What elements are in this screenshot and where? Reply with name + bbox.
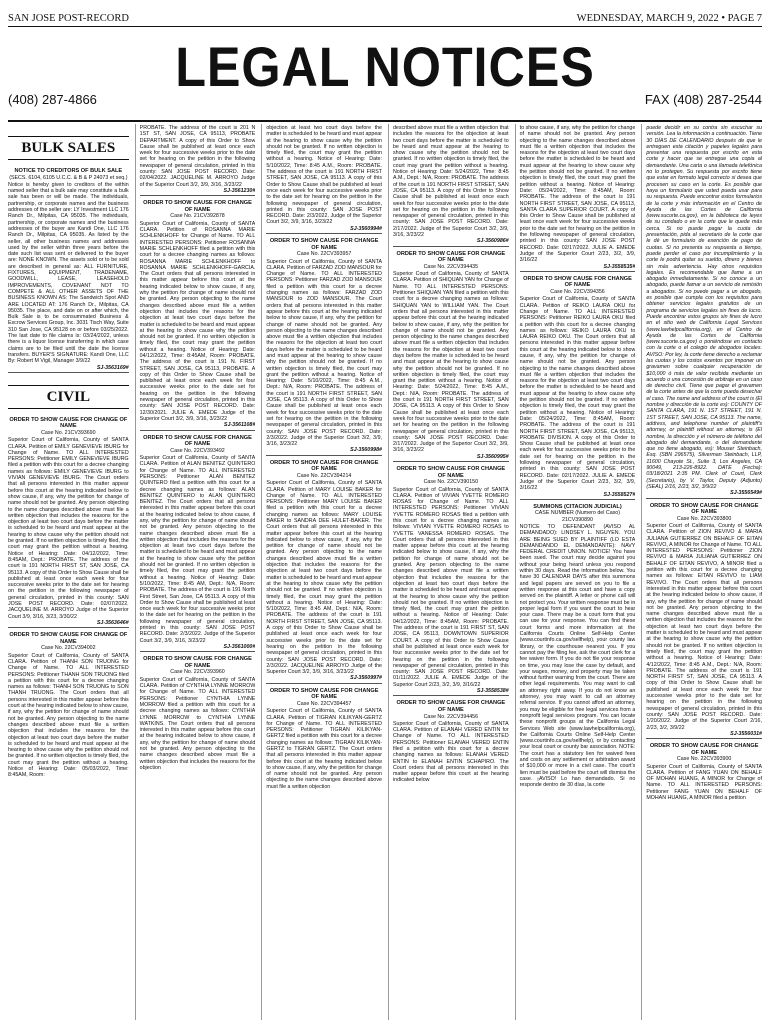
notice-body: Superior Court of California, County of SANTA CLARA. Petition of FARZAD ZOD MANSOUR for Change of Name. TO ALL INTERESTED PERSONS: Petitioner FARZAD ZOD MANSOUR filed a petition with this court for a decree changing names as follows: FARZAD ZOD MANSOUR to ZOD MANSOUR. The Court orders that all persons interested in this matter appear before this court at the hearing indicated below to show cause, if any, why the petition for change of name should not be granted. Any person objecting to the name changes described above must file a written objection that includes the reasons for the objection at least two court days before the matter is scheduled to be heard and must appear at the hearing to show cause why the petition should not be granted. If no written objection is timely filed, the court may grant the petition without a hearing. Notice of Hearing: Date: 5/10/2022, Time: 8:45 A.M., Dept.: N/A, Room: PROBATE. The address of the court is 191 NORTH FIRST STREET, SAN JOSE, CA 95113. A copy of this Order to Show Cause shall be published at least once each week for four successive weeks prior to the date set for hearing on the petition in the following newspaper of general circulation, printed in this county: SAN JOSE POST RECORD. Date: 2/3/2022. Judge of the Superior Court 3/2, 3/9, 3/16, 3/23/22 [266, 258, 382, 448]
notice-body: Superior Court of California, County of SANTA CLARA. Petition of EMILY GENEVIEVE IBURG for Change of Name. TO ALL INTERESTED PERSONS: Petitioner EMILY GENEVIEVE IBURG filed a petition with this court for a decree changing names as follows: EMILY GENEVIEVE IBURG to VIVIAN GENEVIEVE IBURG. The Court orders that all persons interested in this matter appear before this court at the hearing indicated below to show cause, if any, why the petition for change of name should not be granted. Any person objecting to the name changes described above must file a written objection that includes the reasons for the objection at least two court days before the matter is scheduled to be heard and must appear at the hearing to show cause why the petition should not be granted. If no written objection is timely filed, the court may grant the petition without a hearing. Notice of Hearing: Date: 04/12/2022, Time: 8:45AM, Dept.: PROBATE. The address of the court is 191 NORTH FIRST ST, SAN JOSE, CA 95113. A copy of this Order to Show Cause shall be published at least once each week for four successive weeks prior to the date set for hearing on the petition in the following newspaper of general circulation, printed in this county: SAN JOSE POST RECORD. Date: 02/07/2022. JACQUELINE M. ARROYO Judge of the Superior Court 3/9, 3/16, 3/23, 3/30/22 [8, 437, 129, 620]
notice-case-number: Case No. 22CV393800 [676, 515, 732, 522]
notice-case-number: Case No. 22CV390150 [423, 479, 479, 486]
page-title: LEGAL NOTICES [175, 35, 595, 98]
notice-id: SJ-3558527# [520, 492, 636, 500]
notice-id: SJ-3563169# [8, 365, 129, 373]
legal-notice [520, 504, 636, 789]
legal-notice [393, 466, 509, 696]
notice-title: NOTICE TO CREDITORS OF BULK SALE [14, 168, 123, 174]
notice-case-number: CASE NUMBER (Numero del Caso) 21CV390890 [534, 510, 621, 523]
notice-title: ORDER TO SHOW CAUSE FOR CHANGE OF NAME [396, 250, 506, 264]
notice-title: SUMMONS (CITACION JUDICIAL) [533, 503, 622, 510]
column-6 [641, 124, 762, 1020]
section-heading: CIVIL [8, 385, 129, 409]
notice-id: SJ-3560995# [393, 454, 509, 462]
legal-notice [140, 125, 256, 196]
legal-notice [393, 700, 509, 783]
notice-case-number: Case No. 22CV393492 [170, 447, 225, 454]
notice-case-number: Case No. 22CV393900 [676, 756, 732, 763]
column-3 [261, 124, 382, 1020]
notice-id: SJ-3561000# [140, 644, 256, 652]
notice-body: Superior Court of California, County of SANTA CLARA. Petition of THANH SON TRUONG for Change of Name. TO ALL INTERESTED PERSONS: Petitioner THANH SON TRUONG filed a petition with this court for a decree changing names as follows: THANH SON TRUONG to SON THANH TRUONG. The Court orders that all persons interested in this matter appear before this court at the hearing indicated below to show cause, if any, why the petition for change of name should not be granted. Any person objecting to the name changes described above must file a written objection that includes the reasons for the objection at least two court days before the matter is scheduled to be heard and must appear at the hearing to show cause why the petition should not be granted. If no written objection is timely filed, the court may grant the petition without a hearing. Notice of Hearing: Date: 05/03/2022, Time: 8:45AM, Room: [8, 652, 129, 779]
notice-id: SJ-3560994# [266, 226, 382, 234]
notice-body: Superior Court of California, County of SANTA CLARA. Petition of ROSANNA MARIE SCHLENKHOFF for Change of Name. TO ALL INTERESTED PERSONS: Petitioner ROSANNA MARIE SCHLENKHOFF filed a petition with this court for a decree changing names as follows: ROSANNA MARIE SCHLENKHOFF to ROSANNA MARIE SCHLENKHOFF-GARCIA. The Court orders that all persons interested in this matter appear before this court at the hearing indicated below to show cause, if any, why the petition for change of name should not be granted. Any person objecting to the name changes described above must file a written objection that includes the reasons for the objection at least two court days before the matter is scheduled to be heard and must appear at the hearing to show cause why the petition should not be granted. If no written objection is timely filed, the court may grant the petition without a hearing. Notice of Hearing: Date: 04/12/2022, Time: 8:45AM, Room: PROBATE. The address of the court is 191 N. FIRST STREET, SAN JOSE, CA 95113, PROBATE. A copy of this Order to Show Cause shall be published at least once each week for four successive weeks prior to the date set for hearing on the petition in the following newspaper of general circulation, printed in this county: SAN JOSE POST RECORD. Date: 12/30/2021. JULIE A. EMEDE Judge of the Superior Court 3/2, 3/9, 3/16, 3/23/22 [139, 220, 256, 422]
notice-title: ORDER TO SHOW CAUSE FOR CHANGE OF NAME [649, 743, 759, 756]
date-page: WEDNESDAY, MARCH 9, 2022 • PAGE 7 [576, 13, 762, 24]
section-heading: BULK SALES [8, 136, 129, 160]
legal-notice [266, 238, 382, 456]
legal-notice [520, 276, 636, 500]
notice-body: puede decidir en su contra sin escuchar su versión. Lea la información a continuación. Tiene 30 DÍAS DE CALENDARIO después de que le entreguen esta citación y papeles legales para presentar una respuesta por escrito en esta corte y hacer que se entregue una copia al demandante. Una carta o una llamada telefónica no lo protegen. Su respuesta por escrito tiene que estar en formato legal correcto si desea que procesen su caso en la corte. Es posible que haya un formulario que usted pueda usar para su respuesta. Puede encontrar estos formularios de la corte y más información en el Centro de Ayuda de las Cortes de California (www.sucorte.ca.gov), en la biblioteca de leyes de su condado o en la corte que le quede más cerca. Si no puede pagar la cuota de presentación, pida al secretario de la corte que le dé un formulario de exención de pago de cuotas. Si no presenta su respuesta a tiempo, puede perder el caso por incumplimiento y la corte le podrá quitar su sueldo, dinero y bienes sin más advertencia. Hay otros requisitos legales. Es recomendable que llame a un abogado inmediatamente. Si no conoce a un abogado, puede llamar a un servicio de remisión a abogados. Si no puede pagar a un abogado, es posible que cumpla con los requisitos para obtener servicios legales gratuitos de un programa de servicios legales sin fines de lucro. Puede encontrar estos grupos sin fines de lucro en el sitio web de California Legal Services (www.lawhelpcalifornia.org), en el Centro de Ayuda de las Cortes de California (www.sucorte.ca.gov) o poniéndose en contacto con la corte o el colegio de abogados locales. AVISO: Por ley, la corte tiene derecho a reclamar las cuotas y los costos exentos por imponer un gravamen sobre cualquier recuperación de $10,000 ó más de valor recibida mediante un acuerdo o una concesión de arbitraje en un caso de derecho civil. Tiene que pagar el gravamen de la corte antes de que la corte pueda desechar el caso. The name and address of the court is (El nombre y dirección de la corte es): COUNTY OF SANTA CLARA, 191 N. 1ST STREET, 191 N. 1ST STREET, SAN JOSE, CA 95113. The name, address, and telephone number of plaintiff's attorney, or plaintiff without an attorney, is (El nombre, la dirección y el número de teléfono del abogado del demandante, o del demandante que no tiene abogado, es): Mouser Steinbach, Esq. (SBN 296575), Silverman Steinbach, LLP, 11600 Chayote St., Suite 3, Los Angeles, CA 90049, 213-226-8922. DATE (Fecha): 03/18/2021 2:35 PM. Clerk of Court, Clerk (Secretario), by V. Taylor, Deputy (Adjunto) (SEAL) 2/16, 2/23, 3/2, 3/9/22 [646, 125, 762, 490]
legal-notice [393, 251, 509, 462]
notice-id: SJ-3563646# [8, 620, 129, 628]
notice-title: ORDER TO SHOW CAUSE FOR CHANGE OF NAME [269, 687, 379, 701]
notice-title: ORDER TO SHOW CAUSE FOR CHANGE OF NAME [523, 275, 632, 289]
notice-title: ORDER TO SHOW CAUSE FOR CHANGE OF NAME [143, 200, 252, 213]
notice-id: SJ-3561230# [140, 188, 256, 196]
column-5 [515, 124, 636, 1020]
notice-body: NOTICE TO DEFENDANT (AVISO AL DEMANDADO): LINDSEY L. NGUYEN. YOU ARE BEING SUED BY PLAINTIFF (LO ESTA DEMANDANDO EL DEMANDANTE): NAVY FEDERAL CREDIT UNION. NOTICE! You have been sued. The court may decide against you without your being heard unless you respond within 30 days. Read the information below. You have 30 CALENDAR DAYS after this summons and legal papers are served on you to file a written response at this court and have a copy served on the plaintiff. A letter or phone call will not protect you. Your written response must be in proper legal form if you want the court to hear your case. There may be a court form that you can use for your response. You can find these court forms and more information at the California Courts Online Self-Help Center (www.courtinfo.ca.gov/selfhelp), your county law library, or the courthouse nearest you. If you cannot pay the filing fee, ask the court clerk for a fee waiver form. If you do not file your response on time, you may lose the case by default, and your wages, money, and property may be taken without further warning from the court. There are other legal requirements. You may want to call an attorney right away. If you do not know an attorney, you may want to call an attorney referral service. If you cannot afford an attorney, you may be eligible for free legal services from a nonprofit legal services program. You can locate these nonprofit groups at the California Legal Services Web site (www.lawhelpcalifornia.org), the California Courts Online Self-Help Center (www.courtinfo.ca.gov/selfhelp), or by contacting your local court or county bar association. NOTE: The court has a statutory lien for waived fees and costs on any settlement or arbitration award of $10,000 or more in a civil case. The court's lien must be paid before the court will dismiss the case. ¡AVISO! Lo han demandado. Si no responde dentro de 30 días, la corte [519, 524, 636, 789]
notice-case-number: Case No. 22CV394457 [296, 700, 352, 707]
notice-case-number: Case No. 21CV393690 [41, 429, 96, 436]
notice-case-number: Case No. 21CV392878 [170, 213, 225, 220]
notice-body: Superior Court of California, County of SANTA CLARA. Petition of REIKO LAURA OKU for Change of Name. TO ALL INTERESTED PERSONS: Petitioner REIKO LAURA OKU filed a petition with this court for a decree changing names as follows: REIKO LAURA OKU to LAURA REIKO OKU. The Court orders that all persons interested in this matter appear before this court at the hearing indicated below to show cause, if any, why the petition for change of name should not be granted. Any person objecting to the name changes described above must file a written objection that includes the reasons for the objection at least two court days before the matter is scheduled to be heard and must appear at the hearing to show cause why the petition should not be granted. If no written objection is timely filed, the court may grant the petition without a hearing. Notice of Hearing: Date: 05/24/2022, Time: 8:45AM, Room: PROBATE. The address of the court is 191 NORTH FIRST STREET, SAN JOSE, CA 95113, PROBATE DIVISION. A copy of this Order to Show Cause shall be published at least once each week for four successive weeks prior to the date set for hearing on the petition in the following newspaper of general circulation, printed in this county: SAN JOSE POST RECORD. Date: 02/17/2022. JULIE A. EMEDE Judge of the Superior Court 2/23, 3/2, 3/9, 3/16/22 [519, 296, 636, 492]
notice-columns [8, 124, 762, 1020]
legal-notice [646, 503, 762, 740]
notice-case-number: Case No. 22CV393957 [296, 251, 352, 258]
notice-case-number: Case No. 22CV394456 [423, 713, 479, 720]
notice-body: Superior Court of California, County of SANTA CLARA. Petition of FANG YUAN ON BEHALF OF MOHAN HUANG, A MINOR for Change of Name. TO ALL INTERESTED PERSONS: Petitioner FANG YUAN ON BEHALF OF MOHAN HUANG, A MINOR filed a petition [646, 763, 762, 802]
notice-case-number: (SECS. 6104, 6105 U.C.C. & B & P 24073 et seq.) [9, 174, 128, 181]
notice-title: ORDER TO SHOW CAUSE FOR CHANGE OF NAME [9, 416, 128, 430]
column-2 [135, 124, 256, 1020]
notice-title: ORDER TO SHOW CAUSE FOR CHANGE OF NAME [649, 502, 759, 516]
notice-case-number: Case No. 22CV394435 [423, 263, 479, 270]
phone-number: (408) 287-4866 [8, 92, 97, 107]
notice-body: described above must file a written objection that includes the reasons for the objection at least two court days before the matter is scheduled to be heard and must appear at the hearing to show cause why the petition should not be granted. If no written objection is timely filed, the court may grant the petition without a hearing. Notice of Hearing: Date: 5/24/2022, Time: 8:45 A.M., Dept.: N/A, Room: PROBATE. The address of the court is 191 NORTH FIRST STREET, SAN JOSE, CA 95113. A copy of this Order to Show Cause shall be published at least once each week for four successive weeks prior to the date set for hearing on the petition in the following newspaper of general circulation, printed in this county: SAN JOSE POST RECORD. Date: 2/17/2022. Judge of the Superior Court 3/2, 3/9, 3/16, 3/23/22 [392, 125, 509, 239]
notice-body: Superior Court of California, County of SANTA CLARA. Petition of CYNTHIA LYNNE MORROW for Change of Name. TO ALL INTERESTED PERSONS: Petitioner CYNTHIA LYNNE MORROW filed a petition with this court for a decree changing names as follows: CYNTHIA LYNNE MORROW to CYNTHIA LYNNE WATKINS. The Court orders that all persons interested in this matter appear before this court at the hearing indicated below to show cause, if any, why the petition for change of name should not be granted. Any person objecting to the name changes described above must file a written objection that includes the reasons for the objection [139, 676, 256, 771]
notice-body: Superior Court of California, County of SANTA CLARA. Petition of MARY LOUISE BAKER for Change of Name. TO ALL INTERESTED PERSONS: Petitioner MARY LOUISE BAKER filed a petition with this court for a decree changing names as follows: MARY LOUISE BAKER to SANDRA DEE HULET-BAKER. The Court orders that all persons interested in this matter appear before this court at the hearing indicated below to show cause, if any, why the petition for change of name should not be granted. Any person objecting to the name changes described above must file a written objection that includes the reasons for the objection at least two court days before the matter is scheduled to be heard and must appear at the hearing to show cause why the petition should not be granted. If no written objection is timely filed, the court may grant the petition without a hearing. Notice of Hearing: Date: 5/10/2022, Time: 8:45 AM, Dept.: N/A, Room: PROBATE. The address of the court is 191 NORTH FIRST STREET, SAN JOSE, CA 95113. A copy of this Order to Show Cause shall be published at least once each week for four successive weeks prior to the date set for hearing on the petition in the following newspaper of general circulation, printed in this county: SAN JOSE POST RECORD. Date: 2/3/2022. JACQUELINE ARROYO Judge of the Superior Court 3/2, 3/9, 3/16, 3/23/22 [266, 480, 382, 676]
notice-title: ORDER TO SHOW CAUSE FOR CHANGE OF NAME [9, 632, 128, 645]
legal-notice [140, 200, 256, 430]
notice-id: SJ-3556031# [646, 731, 762, 739]
legal-notice [266, 460, 382, 684]
notice-id: SJ-3558538# [393, 688, 509, 696]
title-rule [8, 120, 762, 122]
notice-body: Superior Court of California, County of SANTA CLARA. Petition of ALAN BENITEZ QUINTERO for Change of Name. TO ALL INTERESTED PERSONS: Petitioner ALAN BENITEZ QUINTERO filed a petition with this court for a decree changing names as follows: ALAN BENITEZ QUINTERO to ALAN QUINTERO BENITEZ. The Court orders that all persons interested in this matter appear before this court at the hearing indicated below to show cause, if any, why the petition for change of name should not be granted. Any person objecting to the name changes described above must file a written objection that includes the reasons for the objection at least two court days before the matter is scheduled to be heard and must appear at the hearing to show cause why the petition should not be granted. If no written objection is timely filed, the court may grant the petition without a hearing. Notice of Hearing: Date: 5/10/2022, Time: 8:45 AM, Dept.: N/A, Room: PROBATE. The address of the court is 191 North First Street, San Jose, CA 95113. A copy of this Order to Show Cause shall be published at least once each week for four successive weeks prior to the date set for hearing on the petition in the following newspaper of general circulation, printed in this county: SAN JOSE POST RECORD. Date: 2/3/2022. Judge of the Superior Court 3/2, 3/9, 3/16, 3/23/22 [139, 455, 256, 644]
title-bar [8, 30, 762, 114]
notice-body: to show cause, if any, why the petition for change of name should not be granted. Any person objecting to the name changes described above must file a written objection that includes the reasons for the objection at least two court days before the matter is scheduled to be heard and must appear at the hearing to show cause why the petition should not be granted. If no written objection is timely filed, the court may grant the petition without a hearing. Notice of Hearing: Date: 05/24/2022, Time: 8:45AM, Room: PROBATE. The address of the court is 191 NORTH FIRST STREET, SAN JOSE, CA 95113, SANTA CLARA SUPERIOR COURT. A copy of this Order to Show Cause shall be published at least once each week for four successive weeks prior to the date set for hearing on the petition in the following newspaper of general circulation, printed in this county: SAN JOSE POST RECORD. Date: 02/17/2022. JULIE A. EMEDE Judge of the Superior Court 2/23, 3/2, 3/9, 3/16/22 [519, 125, 636, 264]
legal-notice [140, 435, 256, 653]
notice-body: Superior Court of California, County of SANTA CLARA. Petition of SHIQUAN YAN for Change of Name. TO ALL INTERESTED PERSONS: Petitioner SHIQUAN YAN filed a petition with this court for a decree changing names as follows: SHIQUAN YAN to WILLIAM YAN. The Court orders that all persons interested in this matter appear before this court at the hearing indicated below to show cause, if any, why the petition for change of name should not be granted. Any person objecting to the name changes described above must file a written objection that includes the reasons for the objection at least two court days before the matter is scheduled to be heard and must appear at the hearing to show cause why the petition should not be granted. If no written objection is timely filed, the court may grant the petition without a hearing. Notice of Hearing: Date: 5/24/2022, Time: 8:45 A.M., Dept.: N/A, Room: PROBATE. The address of the court is 191 NORTH FIRST STREET, SAN JOSE, CA 95113. A copy of this Order to Show Cause shall be published at least once each week for four successive weeks prior to the date set for hearing on the petition in the following newspaper of general circulation, printed in this county: SAN JOSE POST RECORD. Date: 2/17/2022. Judge of the Superior Court 3/2, 3/9, 3/16, 3/23/22 [392, 271, 509, 454]
notice-body: PROBATE. The address of the court is 201 N 1ST ST, SAN JOSE, CA 95113, PROBATE DEPARTMENT. A copy of this Order to Show Cause shall be published at least once each week for four successive weeks prior to the date set for hearing on the petition in the following newspaper of general circulation, printed in this county: SAN JOSE POST RECORD. Date: 02/04/2022. JACQUELINE M. ARROYO Judge of the Superior Court 3/2, 3/9, 3/16, 3/23/22 [139, 125, 256, 188]
legal-notice [646, 125, 762, 499]
notice-body: Notice is hereby given to creditors of the within named seller that a bulk sale may constitute a bulk sale has been or will be made. The individuals, partnership, or corporate names and the business addresses of the seller are: LY Investment LLC 176 Ranch Dr., Milpitas, CA 95035. The individuals, partnership, or corporate names and the business addresses of the buyer are Kandi One, LLC 176 Ranch Dr., Milpitas, CA 95035. As listed by the seller, all other business names and addresses used by the seller within three years before the date such list was sent or delivered to the buyer are: NONE KNOWN. The assets sold or to be sold are described in general as: ALL FURNITURE, FIXTURES, EQUIPMENT, TRADENAME, GOODWILL, LEASE, LEASEHOLD IMPROVEMENTS, COVENANT NOT TO COMPETE & ALL OTHER ASSETS OF THE BUSINESS KNOWN AS: The Sandwich Spot AND ARE LOCATED AT: 176 Ranch Dr., Milpitas, CA 95035. The place, and date on or after which, the Bulk Sale is to be consummated Business & Escrow Services Group, Inc. 3031 Tisch Way, Suite 310 San Jose, CA 95128 on or before 03/25/2022. The last date to file claims is: 03/24/2022, unless there is a liquor license transferring in which case claims are to be filed until the date the license transfers. BUYER'S SIGNATURE: Kandi One, LLC By: Robert M Vigil, Manager 3/9/22 [8, 181, 129, 365]
notice-case-number: Case No. 22CV394002 [41, 645, 96, 652]
masthead-rule [8, 26, 762, 27]
notice-title: ORDER TO SHOW CAUSE FOR CHANGE OF NAME [143, 656, 252, 669]
legal-notice [266, 125, 382, 234]
legal-notice [8, 417, 129, 628]
legal-notice [393, 125, 509, 247]
notice-body: Superior Court of California, County of SANTA CLARA. Petition of ELANAH VERED ENTIN for Change of Name. TO ALL INTERESTED PERSONS: Petitioner ELANAH VERED ENTIN filed a petition with this court for a decree changing names as follows: ELANAH VERED ENTIN to ELANAH ENTIN SCHAPIRO. The Court orders that all persons interested in this matter appear before this court at the hearing indicated below [392, 720, 509, 784]
masthead [8, 8, 762, 24]
notice-body: objection at least two court days before the matter is scheduled to be heard and must appear at the hearing to show cause why the petition should not be granted. If no written objection is timely filed, the court may grant the petition without a hearing. Notice of Hearing: Date: 5/10/2022, Time: 8:45 A.M., Room: PROBATE. The address of the court is 191 NORTH FIRST STREET, SAN JOSE, CA 95113. A copy of this Order to Show Cause shall be published at least once each week for four successive weeks prior to the date set for hearing on the petition in the following newspaper of general circulation, printed in this county: SAN JOSE POST RECORD. Date: 2/3/2022. Judge of the Superior Court 3/2, 3/9, 3/16, 3/23/22 [266, 125, 382, 226]
legal-notice [8, 168, 129, 373]
paper-name: SAN JOSE POST-RECORD [8, 13, 129, 24]
notice-case-number: Case No. 22CV394214 [296, 472, 352, 479]
notice-title: ORDER TO SHOW CAUSE FOR CHANGE OF NAME [269, 459, 379, 473]
notice-title: ORDER TO SHOW CAUSE FOR CHANGE OF NAME [396, 700, 506, 713]
notice-body: Superior Court of California, County of SANTA CLARA. Petition of TIGRAN KILIKYAN-GERTZ for Change of Name. TO ALL INTERESTED PERSONS: Petitioner TIGRAN KILIKYAN-GERTZ filed a petition with this court for a decree changing names as follows: TIGRAN KILIKYAN-GERTZ to TIGRAN GERTZ. The Court orders that all persons interested in this matter appear before this court at the hearing indicated below to show cause, if any, why the petition for change of name should not be granted. Any person objecting to the name changes described above must file a written objection [266, 708, 382, 790]
notice-case-number: Case No. 22CV393960 [170, 669, 225, 676]
legal-notice [8, 632, 129, 778]
notice-title: ORDER TO SHOW CAUSE FOR CHANGE OF NAME [143, 434, 252, 448]
column-4 [388, 124, 509, 1020]
column-1 [8, 124, 129, 1020]
legal-notice [646, 743, 762, 801]
fax-number: FAX (408) 287-2544 [644, 92, 762, 107]
notice-id: SJ-3556549# [646, 490, 762, 498]
legal-notice [140, 656, 256, 771]
notice-title: ORDER TO SHOW CAUSE FOR CHANGE OF NAME [396, 466, 506, 479]
notice-title: ORDER TO SHOW CAUSE FOR CHANGE OF NAME [269, 238, 379, 251]
notice-id: SJ-3560986# [393, 238, 509, 246]
legal-notice [266, 688, 382, 790]
notice-id: SJ-3561108# [140, 422, 256, 430]
legal-notice [520, 125, 636, 272]
notice-id: SJ-3560997# [266, 675, 382, 683]
notice-id: SJ-3558535# [520, 264, 636, 272]
notice-id: SJ-3560998# [266, 447, 382, 455]
notice-body: Superior Court of California, County of SANTA CLARA. Petition of VIVIAN YVETTE ROMERO ROSAS for Change of Name. TO ALL INTERESTED PERSONS: Petitioner VIVIAN YVETTE ROMERO ROSAS filed a petition with this court for a decree changing names as follows: VIVIAN YVETTE ROMERO ROSAS to YVETTE VANESSA ROMERO ROSAS. The Court orders that all persons interested in this matter appear before this court at the hearing indicated below to show cause, if any, why the petition for change of name should not be granted. Any person objecting to the name changes described above must file a written objection that includes the reasons for the objection at least two court days before the matter is scheduled to be heard and must appear at the hearing to show cause why the petition should not be granted. If no written objection is timely filed, the court may grant the petition without a hearing. Notice of Hearing: Date: 04/12/2022, Time: 8:45AM, Room: PROBATE. The address of the court is 191 FIRST ST, SAN JOSE, CA 95113, DOWNTOWN SUPERIOR COURT. A copy of this Order to Show Cause shall be published at least once each week for four successive weeks prior to the date set for hearing on the petition in the following newspaper of general circulation, printed in this county: SAN JOSE POST RECORD. Date: 01/11/2022. JULIE A. EMEDE Judge of the Superior Court 2/23, 3/2, 3/9, 3/16/22 [392, 486, 509, 688]
notice-case-number: Case No. 22CV394356 [550, 289, 605, 296]
notice-body: Superior Court of California, County of SANTA CLARA. Petition of ZION REVIVO & MARIA JULIANA GUTIERREZ ON BEHALF OF EITAN REVIVO, A MINOR for Change of Name. TO ALL INTERESTED PERSONS: Petitioner ZION REVIVO & MARIA JULIANA GUTIERREZ ON BEHALF OF EITAN REVIVO, A MINOR filed a petition with this court for a decree changing names as follows: EITAN REVIVO to LIAM REVIVO. The Court orders that all persons interested in this matter appear before this court at the hearing indicated below to show cause, if any, why the petition for change of name should not be granted. Any person objecting to the name changes described above must file a written objection that includes the reasons for the objection at least two court days before the matter is scheduled to be heard and must appear at the hearing to show cause why the petition should not be granted. If no written objection is timely filed, the court may grant the petition without a hearing. Notice of Hearing: Date: 4/12/2022, Time: 8:45 A.M., Dept.: N/A, Room: PROBATE. The address of the court is 191 NORTH FIRST ST, SAN JOSE, CA 95113. A copy of this Order to Show Cause shall be published at least once each week for four successive weeks prior to the date set for hearing on the petition in the following newspaper of general circulation, printed in this county: SAN JOSE POST RECORD. Date: 1/20/2022. Judge of the Superior Court 2/16, 2/23, 3/2, 3/9/22 [646, 523, 762, 731]
